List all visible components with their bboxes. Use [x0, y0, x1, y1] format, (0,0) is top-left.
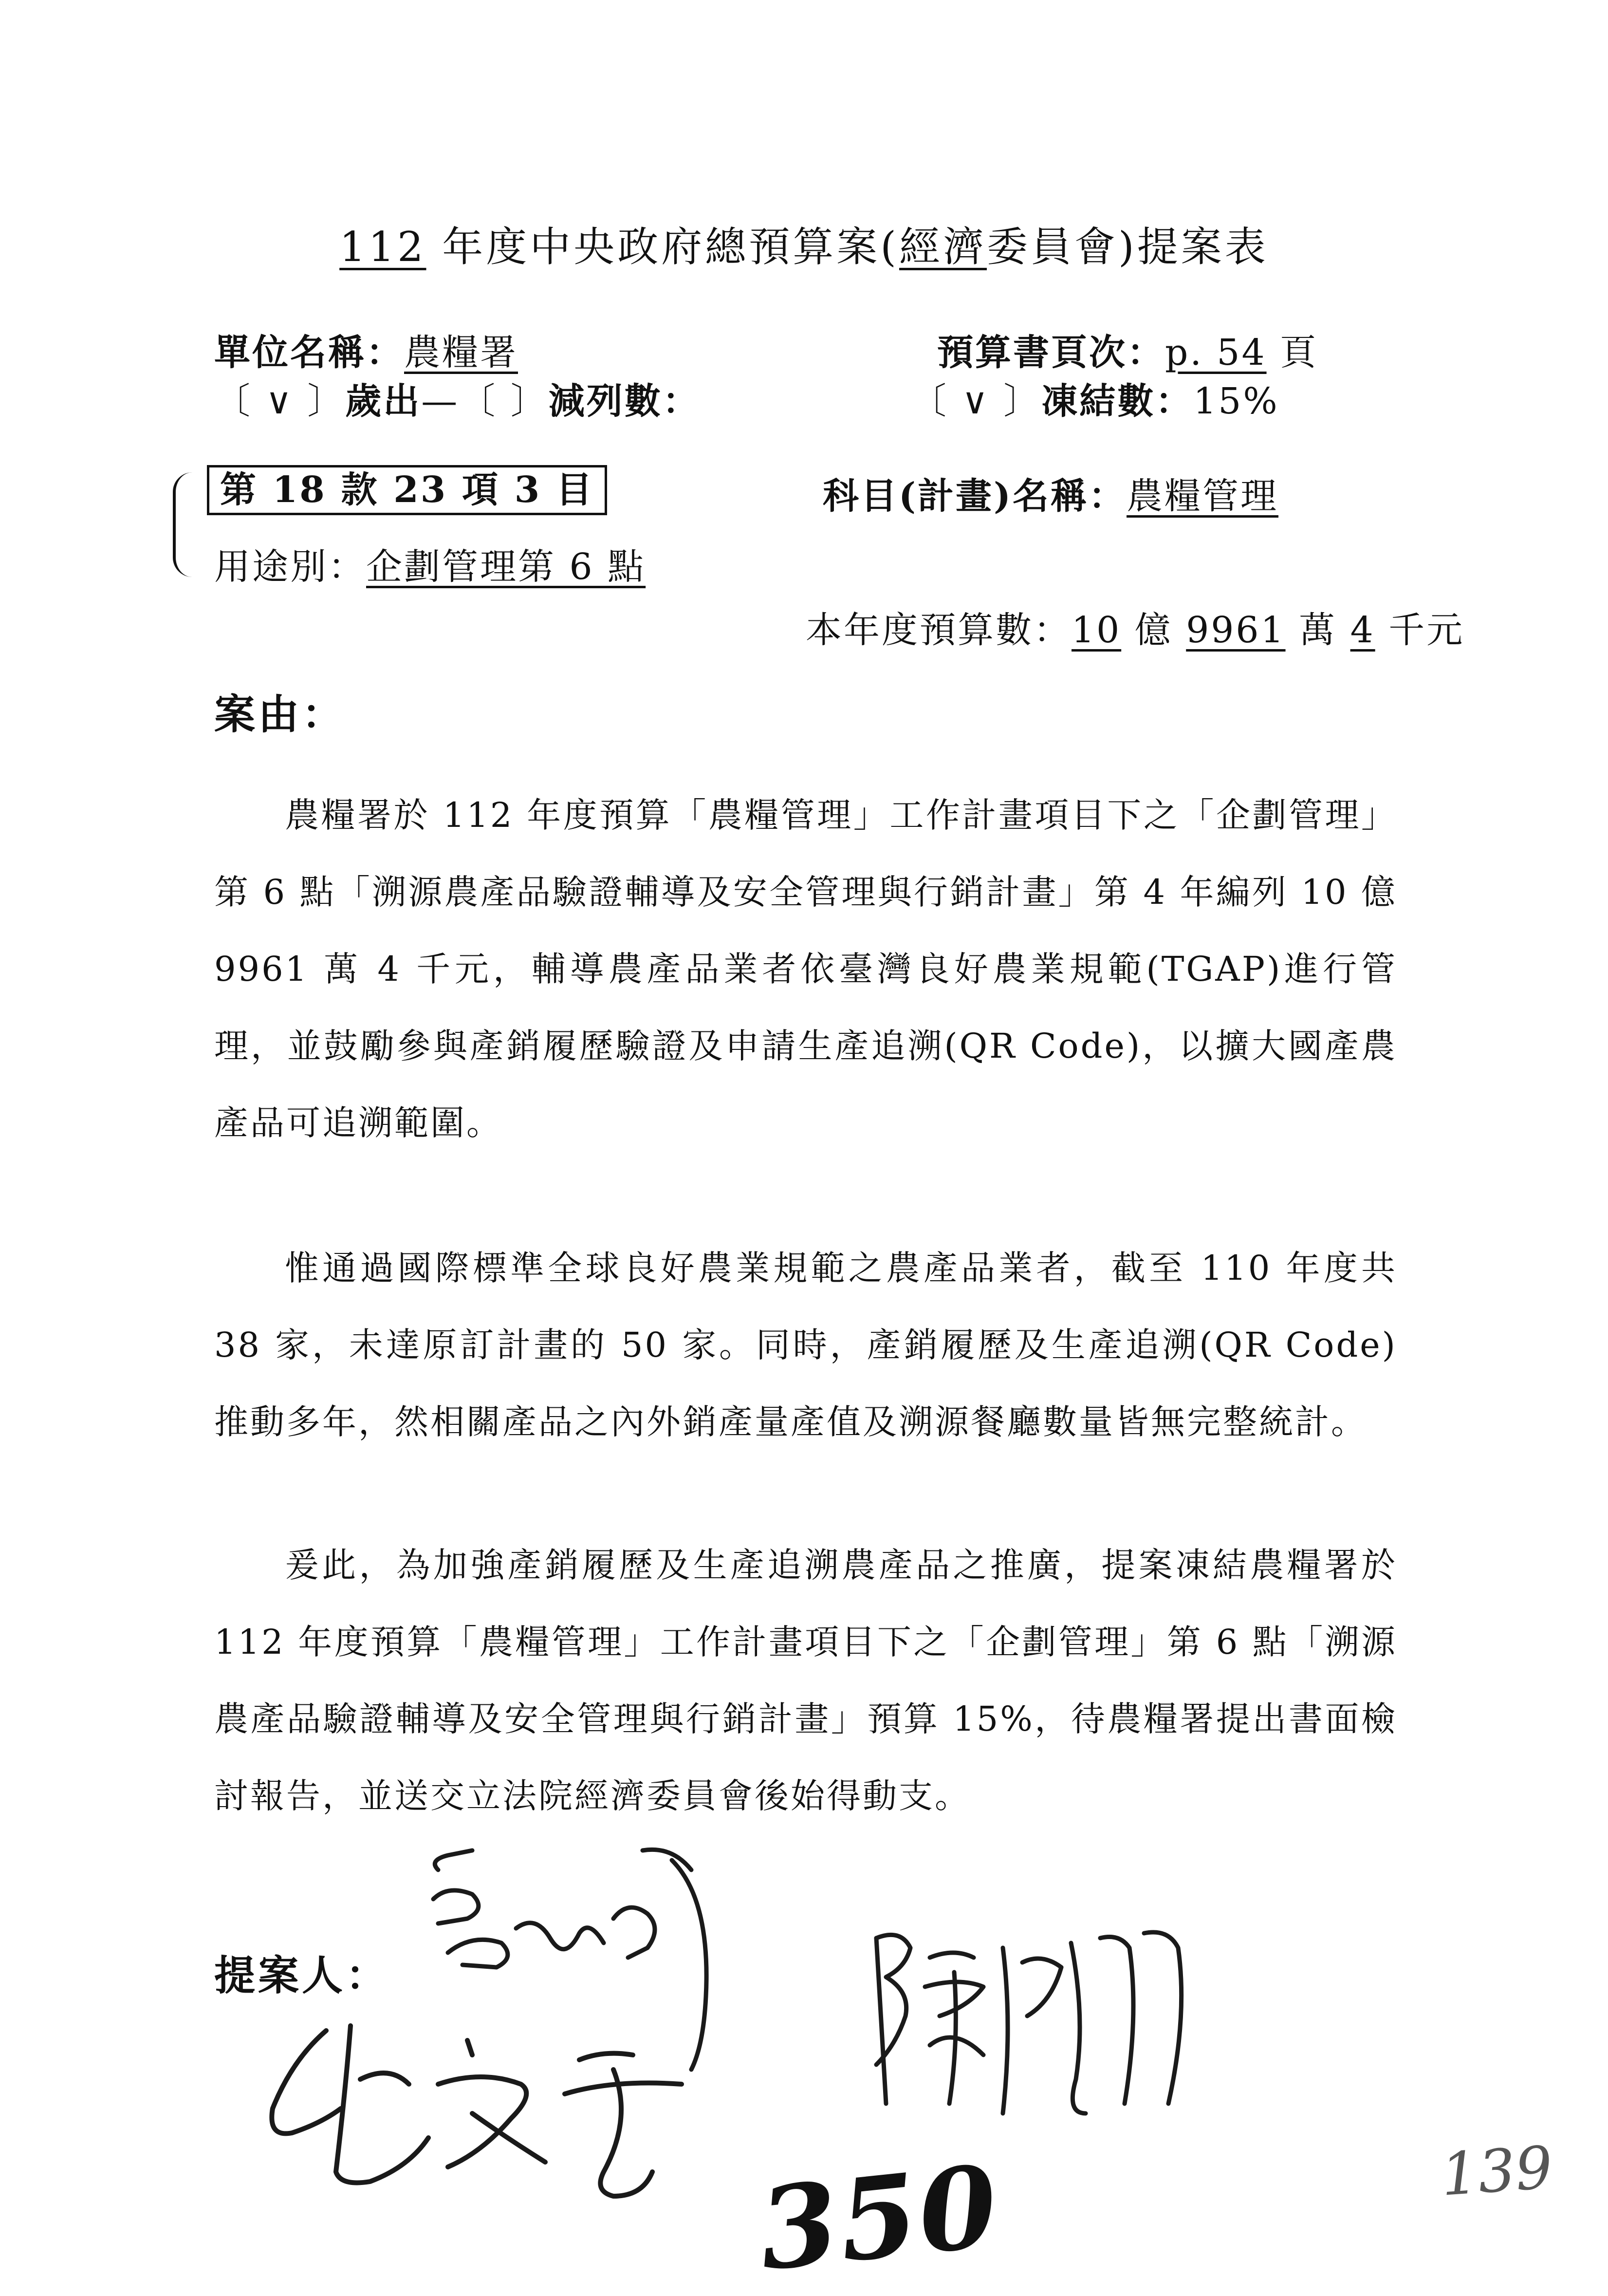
budget-wan: 9961 [1186, 609, 1286, 651]
title-committee: 經濟 [899, 223, 987, 271]
unit-label: 單位名稱： [214, 332, 404, 373]
budget-label: 本年度預算數： [806, 609, 1072, 651]
expense-label: 歲出 [345, 380, 422, 422]
usage-label: 用途別： [214, 546, 366, 588]
unit-value: 農糧署 [404, 332, 518, 373]
budget-qian-unit: 千元 [1375, 609, 1465, 651]
title-end: 委員會)提案表 [987, 223, 1269, 271]
page-suffix: 頁 [1266, 332, 1318, 373]
freeze-label: 凍結數： [1041, 380, 1194, 422]
cut-checkbox: 〔 〕 [459, 380, 549, 422]
freeze-row [910, 373, 1279, 424]
signature-3 [857, 1919, 1198, 2133]
freeze-value: 15% [1193, 380, 1279, 422]
case-paragraph-3: 爰此，為加強產銷履歷及生產追溯農產品之推廣，提案凍結農糧署於 112 年度預算「農糧管理」工作計畫項目下之「企劃管理」第 6 點「溯源農產品驗證輔導及安全管理與行銷計畫」預算 15%，待農糧署提出書面檢討報告，並送交立法院經濟委員會後始得動支。 [214, 1545, 1397, 1816]
page-label: 預算書頁次： [937, 332, 1165, 373]
usage-row [214, 538, 646, 590]
expense-row [214, 373, 701, 424]
cut-label: 減列數： [548, 380, 701, 422]
usage-value: 企劃管理第 6 點 [366, 546, 646, 588]
budget-row [806, 601, 1464, 653]
expense-checkbox: 〔 ∨ 〕 [214, 380, 346, 422]
subject-row [823, 467, 1278, 519]
signature-2 [263, 2011, 730, 2221]
unit-row [214, 324, 518, 375]
document-title [0, 214, 1608, 273]
budget-yi: 10 [1072, 609, 1122, 651]
item-code-row [207, 465, 607, 515]
budget-yi-unit: 億 [1121, 609, 1186, 651]
budget-wan-unit: 萬 [1285, 609, 1350, 651]
title-year: 112 [339, 223, 426, 271]
case-paragraph-1: 農糧署於 112 年度預算「農糧管理」工作計畫項目下之「企劃管理」第 6 點「溯源農產品驗證輔導及安全管理與行銷計畫」第 4 年編列 10 億 9961 萬 4 千元，輔導農產品業者依臺灣良好農業規範(TGAP)進行管理，並鼓勵參與產銷履歷驗證及申請生產追溯(QR Code)，以擴大國產農產品可追溯範圍。 [214, 795, 1397, 1143]
case-heading: 案由： [214, 690, 346, 738]
subject-value: 農糧管理 [1127, 475, 1279, 517]
brace-bracket [173, 472, 198, 577]
proposer-label: 提案人： [214, 1951, 390, 1999]
title-mid: 年度中央政府總預算案( [426, 223, 900, 271]
subject-label: 科目(計畫)名稱： [823, 475, 1127, 517]
case-paragraph-2: 惟通過國際標準全球良好農業規範之農產品業者，截至 110 年度共 38 家，未達原訂計畫的 50 家。同時，產銷履歷及生產追溯(QR Code)推動多年，然相關產品之內外銷產量產值及溯源餐廳數量皆無完整統計。 [214, 1248, 1397, 1442]
freeze-checkbox: 〔 ∨ 〕 [910, 380, 1042, 422]
item-code: 第 18 款 23 項 3 目 [207, 465, 607, 515]
budget-qian: 4 [1350, 609, 1375, 651]
page-value: p. 54 [1165, 332, 1267, 373]
dash: — [421, 380, 460, 422]
page-ref-row [937, 324, 1318, 375]
stamp-number: 350 [753, 2140, 1005, 2296]
page-number: 139 [1439, 2134, 1555, 2209]
